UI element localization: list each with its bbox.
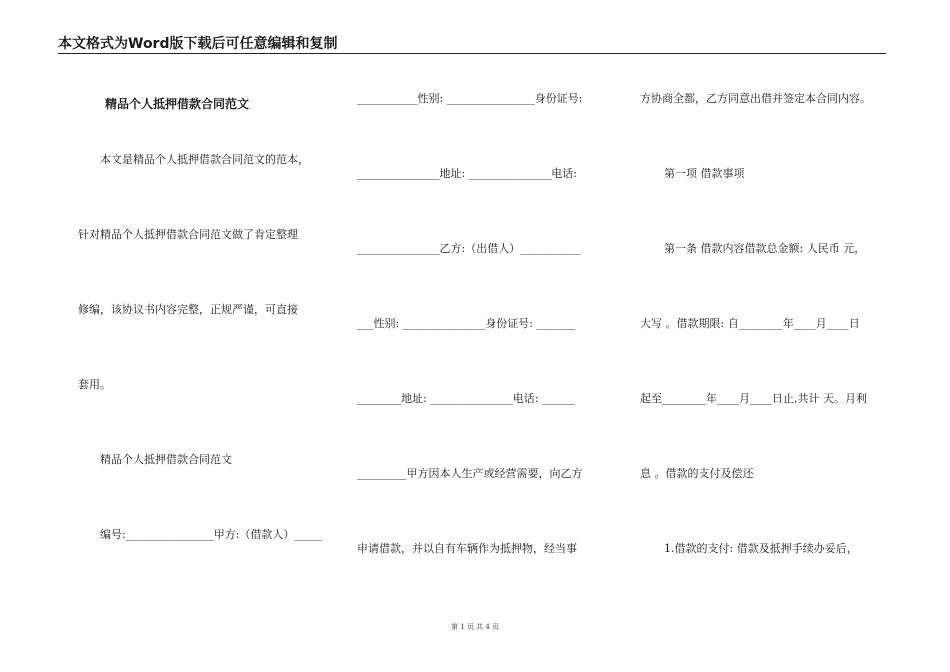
document-title: 精品个人抵押借款合同范文	[105, 97, 250, 111]
col1-line-2: 针对精品个人抵押借款合同范文做了肯定整理	[78, 228, 298, 241]
col3-line-7: 1.借款的支付: 借款及抵押手续办妥后，	[664, 542, 858, 555]
col2-line-7: 申请借款，并以自有车辆作为抵押物，经当事	[357, 542, 577, 555]
col3-line-3: 第一条 借款内容借款总金额: 人民币 元，	[664, 242, 866, 255]
col2-line-5: ________地址: _______________电话: ______	[357, 392, 575, 405]
col3-line-4: 大写 。借款期限: 自________年____月____日	[640, 317, 860, 330]
col1-subtitle: 精品个人抵押借款合同范文	[100, 453, 232, 466]
col2-line-2: _______________地址: _______________电话:	[357, 167, 577, 180]
col3-section-heading: 第一项 借款事项	[664, 167, 745, 180]
col3-line-5: 起至________年____月____日止,共计 天。月利	[640, 392, 867, 405]
col2-line-3: _______________乙方:（出借人）___________	[357, 242, 581, 255]
document-header: 本文格式为Word版下载后可任意编辑和复制	[58, 36, 338, 52]
col1-line-3: 修编，该协议书内容完整，正规严谨，可直接	[78, 303, 298, 316]
col3-line-1: 方协商全都，乙方同意出借并签定本合同内容。	[640, 92, 871, 105]
header-divider	[58, 53, 886, 54]
col2-line-4: ___性别: _______________身份证号: _______	[357, 317, 575, 330]
col1-line-6: 编号:________________甲方:（借款人）_____	[100, 528, 322, 541]
col1-line-4: 套用。	[78, 378, 111, 391]
col1-line-1: 本文是精品个人抵押借款合同范文的范本，	[100, 153, 309, 166]
col3-line-6: 息 。借款的支付及偿还	[640, 467, 754, 480]
col2-line-1: ___________性别: ________________身份证号:	[357, 92, 583, 105]
page-number: 第 1 页 共 4 页	[450, 623, 500, 631]
col2-line-6: _________甲方因本人生产或经营需要，向乙方	[357, 467, 583, 480]
